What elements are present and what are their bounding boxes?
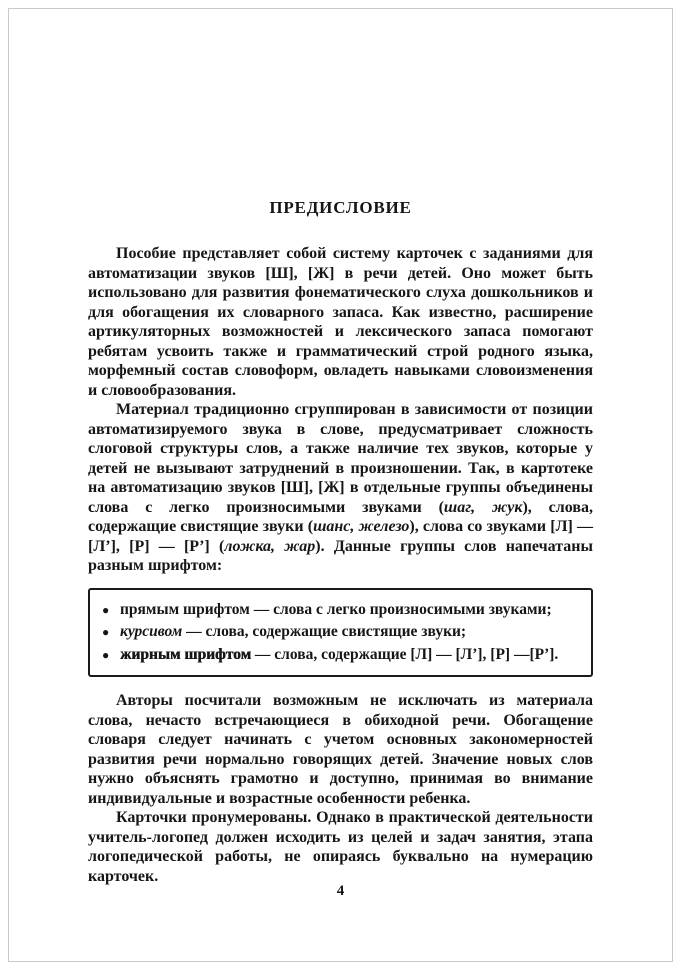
- text-run: — слова, содержащие [Л] — [Л’], [Р] —[Р’].: [251, 645, 559, 663]
- italic-text-run: курсивом: [120, 623, 183, 640]
- bullet-icon: ●: [102, 625, 110, 639]
- page-number: 4: [336, 883, 345, 899]
- bullet-text: [120, 621, 583, 643]
- page-content: [88, 198, 593, 886]
- bullet-text: [120, 599, 583, 621]
- italic-text-run: ложка, жар: [224, 537, 316, 555]
- intro-paragraphs: [88, 244, 593, 576]
- text-run: — слова, содержащие свистящие звуки;: [182, 623, 467, 640]
- legend-bullet-item: [98, 599, 583, 622]
- text-run: ), слова со звуками [Л] — [Л’], [Р] — [Р’] (: [88, 518, 593, 555]
- paragraph: [88, 808, 593, 886]
- text-run: Авторы посчитали возможным не исключать из материала слова, нечасто встречающиеся в обиходной речи. Обогащение словаря следует начинать с учетом основных закономерностей развития речи нормально говорящих детей. Значение новых слов нужно объяснять грамотно и доступно, принимая во внимание индивидуальные и возрастные особенности ребенка.: [88, 692, 593, 807]
- font-legend-box: [88, 588, 593, 678]
- italic-text-run: шанс, железо: [313, 518, 410, 535]
- text-run: Пособие представляет собой систему карточек с заданиями для автоматизации звуков [Ш], [Ж] в речи детей. Оно может быть использовано для развития фонематического слуха дошкольников и для обогащения их словарного запаса. Как известно, расширение артикуляторных возможностей и лексического запаса помогают ребятам усвоить также и грамматический строй родного языка, морфемный состав словоформ, овладеть навыками словоизменения и словообразования.: [88, 245, 593, 399]
- bullet-icon: ●: [102, 647, 110, 662]
- paragraph: [88, 400, 593, 576]
- paragraph: [88, 691, 593, 808]
- text-run: ), слова, содержащие свистящие звуки (: [88, 498, 593, 535]
- legend-bullet-item: [98, 644, 583, 667]
- text-run: Карточки пронумерованы. Однако в практической деятельности учитель-логопед должен исходить из целей и задач занятия, этапа логопедической работы, не опираясь буквально на нумерацию карточек.: [88, 809, 593, 885]
- bullet-icon: ●: [102, 602, 110, 617]
- text-run: ). Данные группы слов напечатаны разным шрифтом:: [88, 537, 594, 574]
- legend-bullet-item: [98, 621, 583, 644]
- italic-text-run: шаг, жук: [443, 498, 523, 516]
- text-run: прямым шрифтом — слова с легко произносимыми звуками;: [120, 600, 552, 618]
- bullet-text: [120, 644, 583, 666]
- paragraph: [88, 244, 593, 400]
- page-title: ПРЕДИСЛОВИЕ: [269, 198, 412, 217]
- text-run: Материал традиционно сгруппирован в зависимости от позиции автоматизируемого звука в слове, предусматривает сложность слоговой структуры слов, а также наличие тех звуков, которые у детей не вызывают затруднений в произношении. Так, в картотеке на автоматизацию звуков [Ш], [Ж] в отдельные группы объединены слова с легко произносимыми звуками (: [88, 401, 593, 516]
- font-legend-list: [98, 599, 583, 667]
- bold-text-run: жирным шрифтом: [120, 645, 252, 663]
- closing-paragraphs: [88, 691, 593, 886]
